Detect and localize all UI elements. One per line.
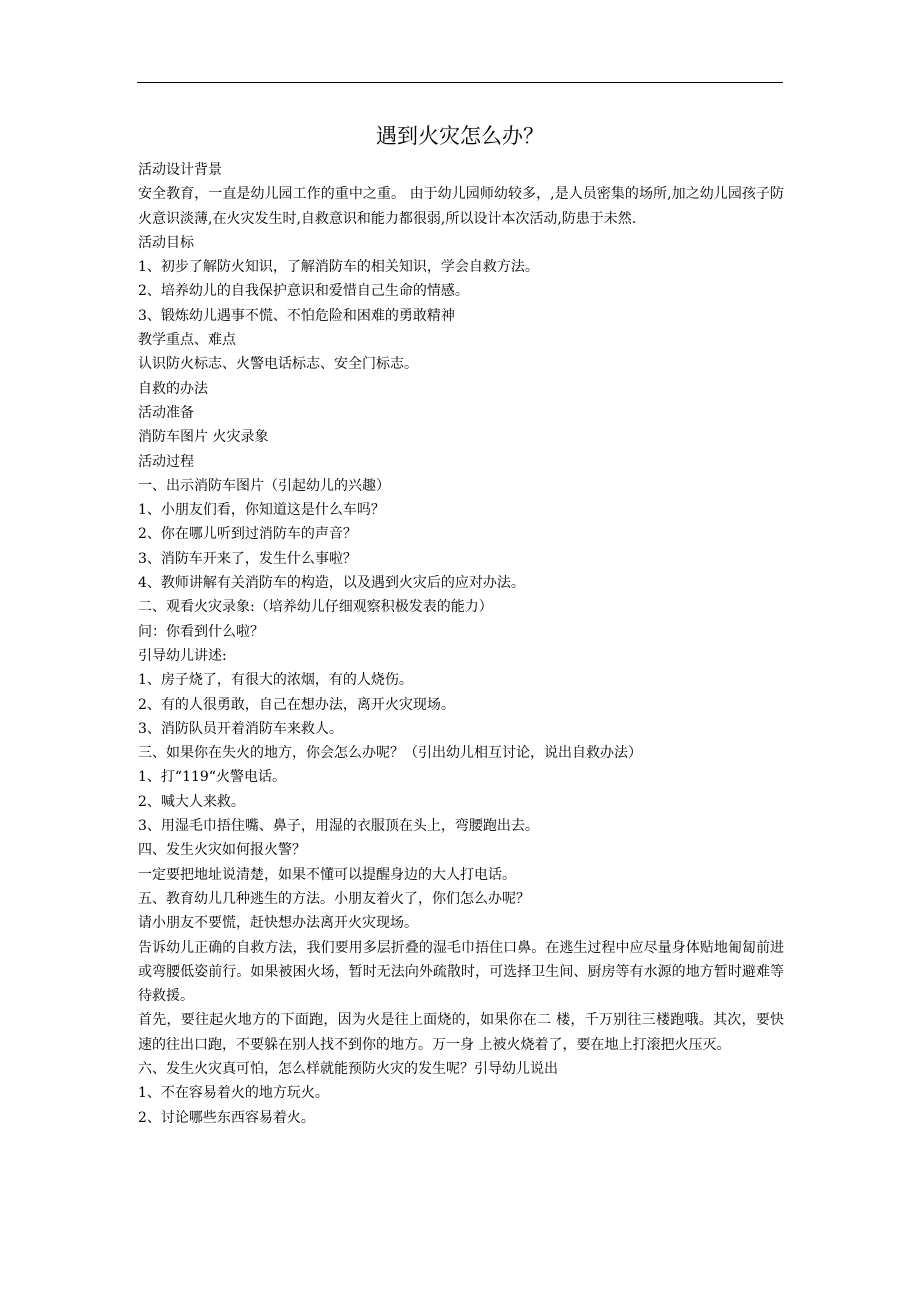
body-line: 引导幼儿讲述: bbox=[138, 647, 227, 664]
body-line: 活动目标 bbox=[138, 234, 194, 251]
body-line: 3、消防队员开着消防车来救人。 bbox=[138, 720, 343, 737]
body-line: 3、消防车开来了，发生什么事啦？ bbox=[138, 550, 357, 567]
body-line: 2、培养幼儿的自我保护意识和爱惜自己生命的情感。 bbox=[138, 283, 469, 300]
body-line: 消防车图片 火灾录象 bbox=[138, 429, 269, 446]
body-line: 1、小朋友们看，你知道这是什么车吗？ bbox=[138, 502, 385, 519]
body-line: 1、房子烧了，有很大的浓烟，有的人烧伤。 bbox=[138, 672, 413, 689]
body-line: 六、发生火灾真可怕，怎么样就能预防火灾的发生呢？引导幼儿说出 bbox=[138, 1060, 558, 1077]
body-line: 五、教育幼儿几种逃生的方法。小朋友着火了，你们怎么办呢？ bbox=[138, 890, 530, 907]
body-line: 请小朋友不要慌，赶快想办法离开火灾现场。 bbox=[138, 915, 418, 932]
document-title: 遇到火灾怎么办？ bbox=[376, 124, 544, 148]
body-line: 四、发生火灾如何报火警？ bbox=[138, 842, 306, 859]
body-line: 活动设计背景 bbox=[138, 162, 222, 178]
body-line: 2、有的人很勇敢，自己在想办法，离开火灾现场。 bbox=[138, 696, 455, 713]
body-line: 一、出示消防车图片（引起幼儿的兴趣） bbox=[138, 477, 390, 494]
body-paragraph: 首先，要往起火地方的下面跑，因为火是往上面烧的，如果你在二 楼，千万别往三楼跑哦。其次，要快速的往出口跑，不要躲在别人找不到你的地方。万一身 上被火烧着了，要在地上打滚把火压灭。 bbox=[138, 1012, 784, 1053]
document-body bbox=[138, 158, 784, 1130]
body-line: 4、教师讲解有关消防车的构造，以及遇到火灾后的应对办法。 bbox=[138, 575, 525, 592]
body-line: 3、用湿毛巾捂住嘴、鼻子，用湿的衣服顶在头上，弯腰跑出去。 bbox=[138, 818, 539, 835]
body-line: 活动过程 bbox=[138, 453, 194, 470]
body-line: 一定要把地址说清楚，如果不懂可以提醒身边的大人打电话。 bbox=[138, 866, 516, 883]
body-line: 1、不在容易着火的地方玩火。 bbox=[138, 1085, 329, 1102]
body-line: 问：你看到什么啦？ bbox=[138, 623, 264, 640]
body-line: 3、锻炼幼儿遇事不慌、不怕危险和困难的勇敢精神 bbox=[138, 307, 455, 324]
body-line: 认识防火标志、火警电话标志、安全门标志。 bbox=[138, 356, 418, 373]
body-line: 1、初步了解防火知识，了解消防车的相关知识，学会自救方法。 bbox=[138, 259, 539, 276]
body-line: 2、喊大人来救。 bbox=[138, 793, 245, 810]
body-line: 活动准备 bbox=[138, 404, 194, 421]
body-line: 二、观看火灾录象:（培养幼儿仔细观察积极发表的能力） bbox=[138, 599, 493, 616]
body-line: 1、打“119“火警电话。 bbox=[138, 769, 286, 786]
body-line: 2、你在哪儿听到过消防车的声音？ bbox=[138, 526, 357, 543]
body-paragraph: 安全教育，一直是幼儿园工作的重中之重。 由于幼儿园师幼较多，,是人员密集的场所,加之幼儿园孩子防火意识淡薄,在火灾发生时,自救意识和能力都很弱,所以设计本次活动,防患于未然. bbox=[138, 186, 784, 227]
body-line: 三、如果你在失火的地方，你会怎么办呢？（引出幼儿相互讨论，说出自救办法） bbox=[138, 745, 642, 762]
header-rule bbox=[137, 82, 783, 83]
body-paragraph: 告诉幼儿正确的自救方法，我们要用多层折叠的湿毛巾捂住口鼻。在逃生过程中应尽量身体贴地匍匐前进或弯腰低姿前行。如果被困火场，暂时无法向外疏散时，可选择卫生间、厨房等有水源的地方暂时避难等待救援。 bbox=[138, 939, 784, 1005]
body-line: 自救的办法 bbox=[138, 380, 208, 397]
body-line: 2、讨论哪些东西容易着火。 bbox=[138, 1109, 315, 1126]
body-line: 教学重点、难点 bbox=[138, 332, 236, 349]
